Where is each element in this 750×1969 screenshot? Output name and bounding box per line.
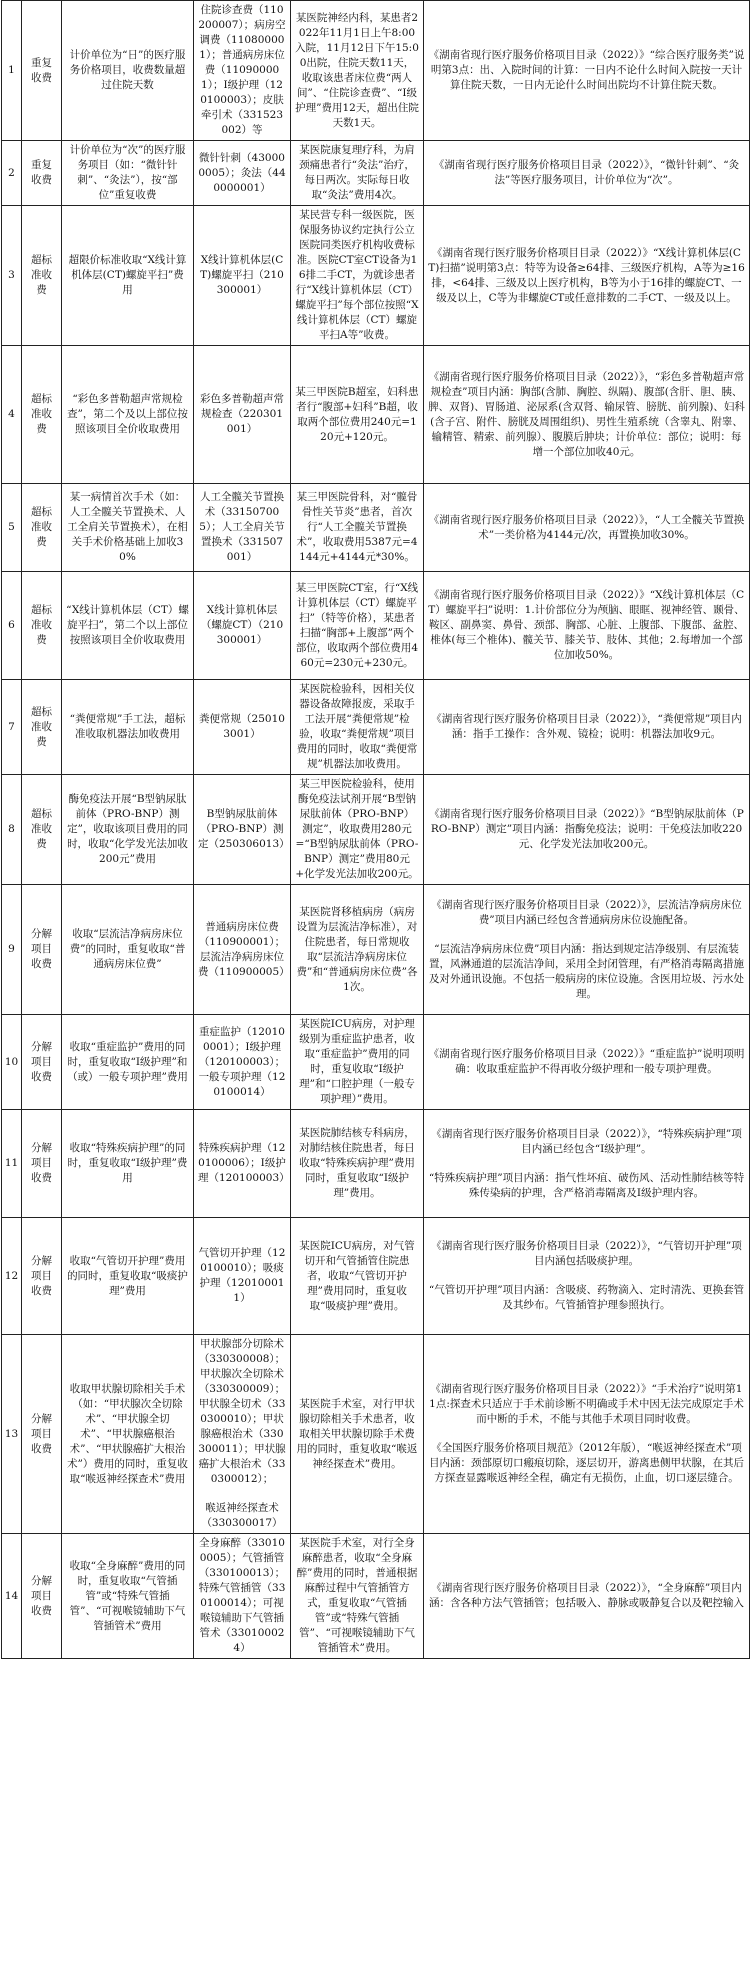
price-items: 人工全髋关节置换术（331507005）；人工全肩关节置换术（331507001）	[194, 484, 291, 572]
policy-basis: 《湖南省现行医疗服务价格项目目录（2022）》“重症监护”说明项明确：收取重症监护不得再收分级护理和一般专项护理费。	[424, 1015, 750, 1110]
policy-basis: 《湖南省现行医疗服务价格项目目录（2022）》，“人工全髋关节置换术”一类价格为4144元/次，再置换加收30%。	[424, 484, 750, 572]
row-number: 10	[2, 1015, 22, 1110]
table-row	[2, 141, 750, 206]
row-number: 14	[2, 1534, 22, 1659]
price-items: B型钠尿肽前体（PRO-BNP）测定（250306013）	[194, 775, 291, 885]
policy-basis	[424, 885, 750, 1015]
row-number: 1	[2, 1, 22, 141]
price-items: 粪便常规（250103001）	[194, 680, 291, 775]
basis-paragraph: 《全国医疗服务价格项目规范》（2012年版），“喉返神经探查术”项目内涵：颈部原切口瘢痕切除，逐层切开，游离患侧甲状腺，在其后方探查显露喉返神经全程，确定有无损伤，止血，切口逐层缝合。	[429, 1442, 744, 1484]
policy-basis	[424, 1218, 750, 1335]
basis-paragraph: 《湖南省现行医疗服务价格项目目录（2022）》，层流洁净病房床位费”项目内涵已经包含普通病房床位设施配备。	[431, 898, 742, 926]
price-items: 全身麻醉（330100005）；气管插管（330100013）；特殊气管插管（330100014）；可视喉镜辅助下气管插管术（330100024）	[194, 1534, 291, 1659]
violation-description: “X线计算机体层（CT）螺旋平扫”，第二个以上部位按照该项目全价收取费用	[62, 572, 194, 680]
case-example: 某医院检验科，因相关仪器设备故障报废，采取手工法开展“粪便常规”检验，收取“粪便常规”项目费用的同时，收取“粪便常规”机器法加收费用。	[291, 680, 424, 775]
row-number: 6	[2, 572, 22, 680]
row-number: 4	[2, 346, 22, 484]
basis-paragraph: “层流洁净病房床位费”项目内涵：指达到规定洁净级别、有层流装置，风淋通道的层流洁净间，采用全封闭管理，有严格消毒隔离措施及对外通讯设施。不包括一般病房的床位设施。含医用垃圾、污水处理。	[429, 942, 744, 1000]
violation-type: 分解项目收费	[22, 1015, 62, 1110]
price-items: 微针针刺（430000005）；灸法（440000001）	[194, 141, 291, 206]
basis-paragraph: “特殊疾病护理”项目内涵：指气性坏疽、破伤风、活动性肺结核等特殊传染病的护理，含严格消毒隔离及Ⅰ级护理内容。	[428, 1171, 745, 1199]
violation-description: “彩色多普勒超声常规检查”，第二个及以上部位按照该项目全价收取费用	[62, 346, 194, 484]
basis-paragraph: 《湖南省现行医疗服务价格项目目录（2022）》“手术治疗”说明第11点:探查术只适应于手术前诊断不明确或手术中因无法完成原定手术而中断的手术，不能与其他手术项目同时收费。	[429, 1383, 744, 1425]
violation-type: 超标准收费	[22, 775, 62, 885]
violation-description: 计价单位为“日”的医疗服务价格项目，收费数量超过住院天数	[62, 1, 194, 141]
table-row	[2, 1534, 750, 1659]
violation-description: 超限价标准收取“X线计算机体层(CT)螺旋平扫”费用	[62, 206, 194, 346]
item-group: 甲状腺部分切除术（330300008）；甲状腺次全切除术（330300009）；甲状腺全切术（330300010）；甲状腺癌根治术（330300011）；甲状腺癌扩大根治术（330300012）；	[198, 1338, 286, 1485]
table-row	[2, 206, 750, 346]
price-items: 重症监护（120100001）；Ⅰ级护理（120100003）；一般专项护理（120100014）	[194, 1015, 291, 1110]
violation-type: 超标准收费	[22, 206, 62, 346]
row-number: 7	[2, 680, 22, 775]
price-items: 住院诊查费（110200007）；病房空调费（110800001）；普通病房床位费（110900001）；Ⅰ级护理（120100003）；皮肤牵引术（331523002）等	[194, 1, 291, 141]
basis-paragraph: 《湖南省现行医疗服务价格项目目录（2022）》，“气管切开护理”项目内涵包括吸痰护理。	[431, 1240, 742, 1267]
row-number: 13	[2, 1335, 22, 1534]
policy-basis: 《湖南省现行医疗服务价格项目目录（2022）》，“全身麻醉”项目内涵：含各种方法气管插管；包括吸入、静脉或吸静复合以及靶控输入	[424, 1534, 750, 1659]
row-number: 12	[2, 1218, 22, 1335]
policy-basis: 《湖南省现行医疗服务价格项目目录（2022）》，“粪便常规”项目内涵：指手工操作：含外观、镜检；说明：机器法加收9元。	[424, 680, 750, 775]
violation-description: “粪便常规”手工法，超标准收取机器法加收费用	[62, 680, 194, 775]
violation-type: 重复收费	[22, 1, 62, 141]
violation-table	[1, 0, 750, 1659]
case-example: 某医院肾移植病房（病房设置为层流洁净标准），对住院患者，每日常规收取“层流洁净病房床位费”和“普通病房床位费”各1次。	[291, 885, 424, 1015]
price-items: 特殊疾病护理（120100006）；Ⅰ级护理（120100003）	[194, 1110, 291, 1218]
violation-type: 分解项目收费	[22, 1218, 62, 1335]
row-number: 2	[2, 141, 22, 206]
price-items	[194, 1335, 291, 1534]
price-items: X线计算机体层(CT)螺旋平扫（210300001）	[194, 206, 291, 346]
paragraph-gap	[198, 1487, 286, 1501]
table-row	[2, 346, 750, 484]
row-number: 5	[2, 484, 22, 572]
case-example: 某民营专科一级医院，医保服务协议约定执行公立医院同类医疗机构收费标准。医院CT室CT设备为16排二手CT，为就诊患者行“X线计算机体层（CT）螺旋平扫”每个部位按照“X线计算机体层（CT）螺旋平扫A等”收费。	[291, 206, 424, 346]
policy-basis: 《湖南省现行医疗服务价格项目目录（2022）》，“彩色多普勒超声常规检查”项目内涵：胸部(含肺、胸腔、纵隔)、腹部(含肝、胆、胰、脾、双肾)、胃肠道、泌尿系(含双肾、输尿管、膀胱、前列腺)、妇科(含子宫、附件、膀胱及周围组织)、男性生殖系统（含睾丸、附睾、输精管、精索、前列腺）、腹膜后肿块；计价单位：部位；说明：每增一个部位加收40元。	[424, 346, 750, 484]
case-example: 某三甲医院B超室，妇科患者行“腹部+妇科”B超，收取两个部位费用240元=120元+120元。	[291, 346, 424, 484]
violation-type: 分解项目收费	[22, 1335, 62, 1534]
violation-type: 超标准收费	[22, 680, 62, 775]
row-number: 11	[2, 1110, 22, 1218]
case-example: 某医院ICU病房，对护理级别为重症监护患者，收取“重症监护”费用的同时，重复收取“Ⅰ级护理”和“口腔护理（一般专项护理）”费用。	[291, 1015, 424, 1110]
violation-description: 收取“重症监护”费用的同时，重复收取“Ⅰ级护理”和（或）一般专项护理”费用	[62, 1015, 194, 1110]
case-example: 某三甲医院CT室，行“X线计算机体层（CT）螺旋平扫”（特等价格），某患者扫描“胸部+上腹部”两个部位，收取两个部位费用460元=230元+230元。	[291, 572, 424, 680]
violation-type: 分解项目收费	[22, 1534, 62, 1659]
paragraph-gap	[428, 1427, 745, 1441]
table-row	[2, 1015, 750, 1110]
violation-type: 重复收费	[22, 141, 62, 206]
paragraph-gap	[428, 928, 745, 942]
violation-type: 超标准收费	[22, 346, 62, 484]
table-row	[2, 1218, 750, 1335]
table-row	[2, 1, 750, 141]
table-row	[2, 775, 750, 885]
violation-type: 超标准收费	[22, 572, 62, 680]
table-row	[2, 1110, 750, 1218]
policy-basis	[424, 1335, 750, 1534]
violation-description: 收取甲状腺切除相关手术（如：“甲状腺次全切除术”、“甲状腺全切术”、“甲状腺癌根治术”、“甲状腺癌扩大根治术”）费用的同时，重复收取“喉返神经探查术”费用	[62, 1335, 194, 1534]
case-example: 某医院肺结核专科病房，对肺结核住院患者，每日收取“特殊疾病护理”费用同时，重复收取“Ⅰ级护理”费用。	[291, 1110, 424, 1218]
policy-basis: 《湖南省现行医疗服务价格项目目录（2022）》“X线计算机体层（CT）螺旋平扫”说明：1.计价部位分为颅脑、眼眶、视神经管、颞骨、鞍区、副鼻窦、鼻骨、颈部、胸部、心脏、上腹部、下腹部、盆腔、椎体(每三个椎体)、髋关节、膝关节、肢体、其他；2.每增加一个部位加收50%。	[424, 572, 750, 680]
policy-basis: 《湖南省现行医疗服务价格项目目录（2022）》“综合医疗服务类”说明第3点：出、入院时间的计算：一日内不论什么时间入院按一天计算住院天数，一日内无论什么时间出院均不计算住院天数。	[424, 1, 750, 141]
violation-description: 收取“层流洁净病房床位费”的同时，重复收取“普通病房床位费”	[62, 885, 194, 1015]
item-group: 喉返神经探查术（330300017）	[201, 1502, 283, 1529]
paragraph-gap	[428, 1269, 745, 1283]
case-example: 某医院康复理疗科，为肩颈痛患者行“灸法”治疗，每日两次。实际每日收取“灸法”费用4次。	[291, 141, 424, 206]
table-row	[2, 572, 750, 680]
case-example: 某三甲医院检验科，使用酶免疫法试剂开展“B型钠尿肽前体（PRO-BNP）测定”，收取费用280元=“B型钠尿肽前体（PRO-BNP）测定”费用80元+化学发光法加收200元。	[291, 775, 424, 885]
case-example: 某医院ICU病房，对气管切开和气管插管住院患者，收取“气管切开护理”费用同时，重复收取“吸痰护理”费用。	[291, 1218, 424, 1335]
case-example: 某三甲医院骨科，对“髋骨骨性关节炎”患者，首次行“人工全髋关节置换术”，收取费用5387元=4144元+4144元*30%。	[291, 484, 424, 572]
table-row	[2, 885, 750, 1015]
violation-type: 分解项目收费	[22, 885, 62, 1015]
price-items: 气管切开护理（120100010）；吸痰护理（120100011）	[194, 1218, 291, 1335]
policy-basis: 《湖南省现行医疗服务价格项目目录（2022）》“B型钠尿肽前体（PRO-BNP）测定”项目内涵：指酶免疫法；说明：干免疫法加收220元、化学发光法加收200元。	[424, 775, 750, 885]
price-items: 彩色多普勒超声常规检查（220301001）	[194, 346, 291, 484]
price-items: X线计算机体层（螺旋CT）（210300001）	[194, 572, 291, 680]
violation-type: 超标准收费	[22, 484, 62, 572]
paragraph-gap	[428, 1157, 745, 1171]
policy-basis	[424, 1110, 750, 1218]
violation-type: 分解项目收费	[22, 1110, 62, 1218]
policy-basis: 《湖南省现行医疗服务价格项目目录（2022）》，“微针针刺”、“灸法”等医疗服务项目，计价单位为“次”。	[424, 141, 750, 206]
policy-basis: 《湖南省现行医疗服务价格项目目录（2022）》“X线计算机体层(CT)扫描”说明第3点：特等为设备≥64排、三级医疗机构，A等为≥16排，<64排、三级及以上医疗机构，B等为小于16排的螺旋CT、一级及以上，C等为非螺旋CT或任意排数的二手CT、一级及以上。	[424, 206, 750, 346]
case-example: 某医院手术室，对行全身麻醉患者，收取“全身麻醉”费用的同时，普通根据麻醉过程中气管插管方式，重复收取“气管插管”或“特殊气管插管”、“可视喉镜辅助下气管插管术”费用。	[291, 1534, 424, 1659]
basis-paragraph: 《湖南省现行医疗服务价格项目目录（2022）》，“特殊疾病护理”项目内涵已经包含“Ⅰ级护理”。	[431, 1127, 742, 1155]
row-number: 3	[2, 206, 22, 346]
table-body	[2, 1, 750, 1659]
table-row	[2, 680, 750, 775]
violation-description: 计价单位为“次”的医疗服务项目（如：“微针针刺”、“灸法”），按“部位”重复收费	[62, 141, 194, 206]
price-items: 普通病房床位费（110900001）；层流洁净病房床位费（110900005）	[194, 885, 291, 1015]
case-example: 某医院神经内科，某患者2022年11月1日上午8:00入院，11月12日下午15:00出院，住院天数11天，收取该患者床位费“两人间”、“住院诊查费”、“Ⅰ级护理”费用12天，超出住院天数1天。	[291, 1, 424, 141]
violation-description: 收取“气管切开护理”费用的同时，重复收取“吸痰护理”费用	[62, 1218, 194, 1335]
table-row	[2, 1335, 750, 1534]
row-number: 9	[2, 885, 22, 1015]
violation-description: 收取“全身麻醉”费用的同时，重复收取“气管插管”或“特殊气管插管”、“可视喉镜辅助下气管插管术”费用	[62, 1534, 194, 1659]
violation-description: 酶免疫法开展“B型钠尿肽前体（PRO-BNP）测定”，收取该项目费用的同时，收取“化学发光法加收200元”费用	[62, 775, 194, 885]
violation-description: 某一病情首次手术（如：人工全髋关节置换术、人工全肩关节置换术），在相关手术价格基础上加收30%	[62, 484, 194, 572]
basis-paragraph: “气管切开护理”项目内涵：含吸痰、药物滴入、定时清洗、更换套管及其纱布。气管插管护理参照执行。	[428, 1284, 745, 1311]
table-row	[2, 484, 750, 572]
row-number: 8	[2, 775, 22, 885]
violation-description: 收取“特殊疾病护理”的同时，重复收取“Ⅰ级护理”费用	[62, 1110, 194, 1218]
case-example: 某医院手术室，对行甲状腺切除相关手术患者，收取相关甲状腺切除手术费用的同时，重复收取“喉返神经探查术”费用。	[291, 1335, 424, 1534]
